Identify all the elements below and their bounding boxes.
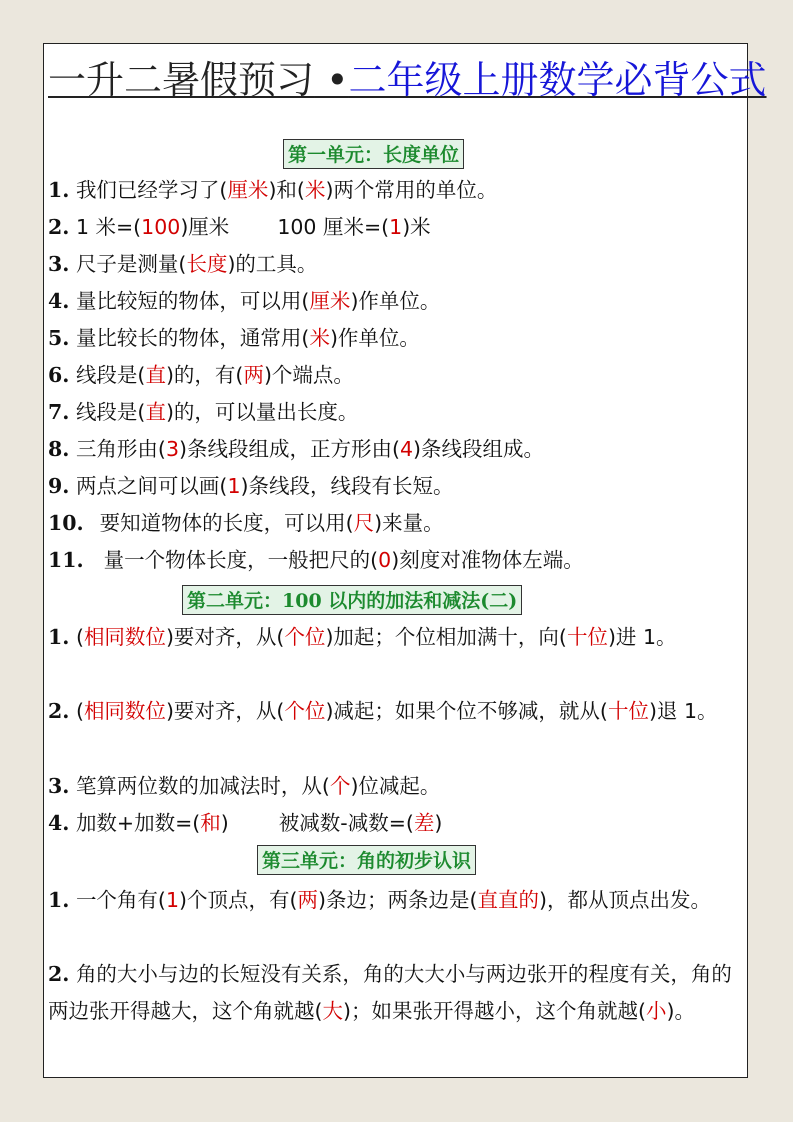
unit2-item-3: 3. 笔算两位数的加减法时，从(个)位减起。 xyxy=(48,774,441,798)
unit-1-heading: 第一单元：长度单位 xyxy=(283,139,464,169)
unit1-item-3: 3. 尺子是测量(长度)的工具。 xyxy=(48,252,318,276)
unit1-item-10: 10. 要知道物体的长度，可以用(尺)来量。 xyxy=(48,511,444,535)
unit-2-heading: 第二单元：100 以内的加法和减法(二) xyxy=(182,585,522,615)
title-dot: • xyxy=(314,58,349,102)
unit-3-heading: 第三单元：角的初步认识 xyxy=(257,845,476,875)
document-page xyxy=(43,43,767,1078)
unit1-item-8: 8. 三角形由(3)条线段组成，正方形由(4)条线段组成。 xyxy=(48,437,545,461)
unit1-item-5: 5. 量比较长的物体，通常用(米)作单位。 xyxy=(48,326,420,350)
unit3-item-2: 2. 角的大小与边的长短没有关系，角的大大小与两边张开的程度有关，角的两边张开得越大，这个角就越(大)；如果张开得越小，这个角就越(小)。 xyxy=(48,962,732,1023)
unit2-item-4: 4. 加数+加数=(和) 被减数-减数=(差) xyxy=(48,811,443,835)
unit2-item-2: 2. (相同数位)要对齐，从(个位)减起；如果个位不够减，就从(十位)退 1。 xyxy=(48,699,718,723)
title-right: 二年级上册数学必背公式 xyxy=(348,58,767,102)
unit1-item-9: 9. 两点之间可以画(1)条线段，线段有长短。 xyxy=(48,474,454,498)
unit3-item-1: 1. 一个角有(1)个顶点，有(两)条边；两条边是(直直的)，都从顶点出发。 xyxy=(48,888,711,912)
unit1-item-1: 1. 我们已经学习了(厘米)和(米)两个常用的单位。 xyxy=(48,178,498,202)
unit1-item-7: 7. 线段是(直)的，可以量出长度。 xyxy=(48,400,359,424)
unit1-item-2: 2. 1 米=(100)厘米 100 厘米=(1)米 xyxy=(48,215,431,239)
page-title xyxy=(48,58,767,102)
unit1-item-4: 4. 量比较短的物体，可以用(厘米)作单位。 xyxy=(48,289,441,313)
unit1-item-6: 6. 线段是(直)的，有(两)个端点。 xyxy=(48,363,354,387)
title-left: 一升二暑假预习 xyxy=(48,58,315,102)
unit1-item-11: 11. 量一个物体长度，一般把尺的(0)刻度对准物体左端。 xyxy=(48,548,584,572)
unit2-item-1: 1. (相同数位)要对齐，从(个位)加起；个位相加满十，向(十位)进 1。 xyxy=(48,625,677,649)
